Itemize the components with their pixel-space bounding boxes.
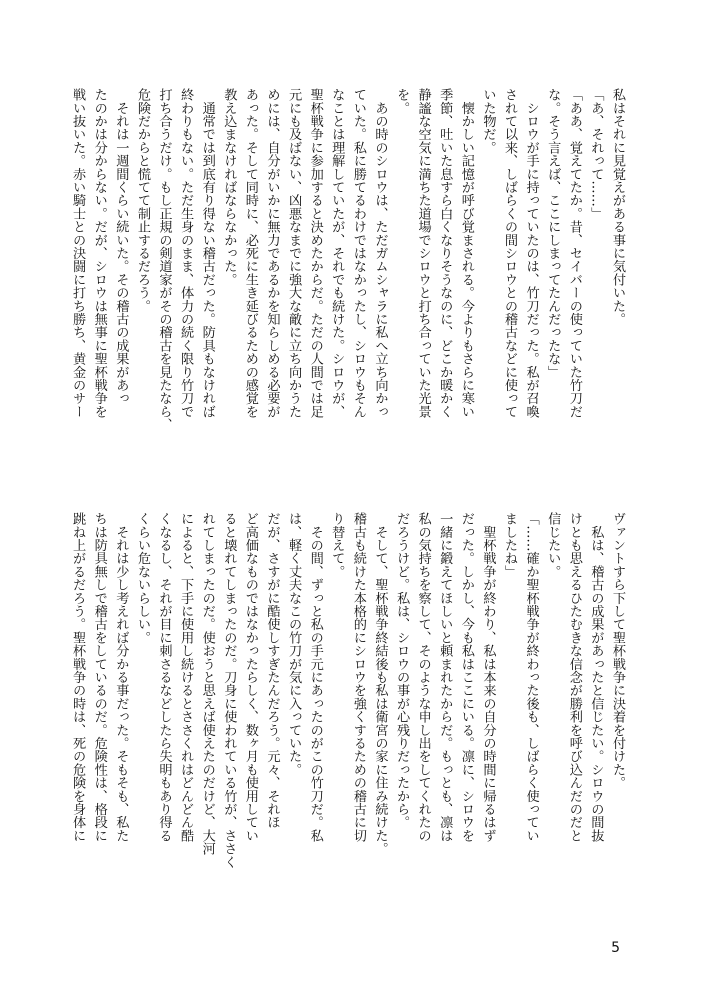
text-line: を。 [394, 88, 410, 115]
text-line: 跳ね上がるだろう。聖杯戦争の時は、死の危険を身体に [70, 512, 86, 842]
text-block-top [70, 88, 628, 508]
page-number: 5 [611, 940, 620, 956]
text-line: 聖杯戦争が終わり、私は本来の自分の時間に帰るはず [480, 512, 496, 842]
text-line: その間、ずっと私の手元にあったのがこの竹刀だ。私 [307, 512, 323, 842]
text-line: だが、さすがに酷使しすぎたんだろう。元々、それほ [264, 512, 280, 829]
text-line: 聖杯戦争に参加すると決めたからだ。ただの人間では足 [307, 88, 323, 418]
text-line: によると、下手に使用し続けるとささくれはどんどん酷 [178, 512, 194, 842]
text-line: は、軽く丈夫なこの竹刀が気に入っていた。 [286, 512, 302, 776]
text-line: たのかは分からない。だが、シロウは無事に聖杯戦争を [91, 88, 107, 418]
text-line: 私はそれに見覚えがある事に気付いた。 [610, 88, 625, 326]
text-block-bottom [70, 512, 628, 932]
text-line: ちは防具無しで稽古をしているのだ。危険性は、格段に [91, 512, 107, 842]
text-line: あった。そして同時に、必死に生き延びるための感覚を [242, 88, 258, 418]
text-line: 稽古も続けた本格的にシロウを強くするための稽古に切 [350, 512, 366, 842]
text-line: れてしまったのだ。使おうと思えば使えたのだけど、大河 [199, 512, 215, 856]
text-line: ヴァントすら下して聖杯戦争に決着を付けた。 [610, 512, 625, 790]
text-line: めには、自分がいかに無力であるかを知らしめる必要が [264, 88, 280, 418]
text-line: 信じたい。 [545, 512, 561, 578]
text-line: されて以来、しばらくの間シロウとの稽古などに使って [502, 88, 518, 418]
text-line: くなるし、それが目に刺さるなどしたら失明もあり得る [156, 512, 172, 842]
text-line: けとも思えるひたむきな信念が勝利を呼び込んだのだと [566, 512, 582, 842]
text-line: 私は、稽古の成果があったと信じたい。シロウの間抜 [588, 512, 604, 842]
text-line: いた物だ。 [480, 88, 496, 154]
text-line: あの時のシロウは、ただガムシャラに私へ立ち向かっ [372, 88, 388, 418]
text-line: 「……確か聖杯戦争が終わった後も、しばらく使ってい [523, 512, 539, 842]
text-line: 元にも及ばない、凶悪なまでに強大な敵に立ち向かうた [286, 88, 302, 418]
text-line: 戦い抜いた。赤い騎士との決闘に打ち勝ち、黄金のサー [70, 88, 86, 418]
text-line: 教え込まなければならなかった。 [221, 88, 237, 286]
text-line: ましたね」 [502, 512, 518, 578]
text-line: 「ああ、覚えてたか。昔、セイバーの使っていた竹刀だ [566, 88, 582, 418]
text-line: シロウが手に持っていたのは、竹刀だった。私が召喚 [523, 88, 539, 418]
text-line: 打ち合うだけ。もし正規の剣道家がその稽古を見たなら、 [156, 88, 172, 432]
text-line: ると壊れてしまったのだ。刀身に使われている竹が、ささく [221, 512, 237, 869]
text-line: 「あ、それって……」 [588, 88, 604, 220]
text-line: 私の気持ちを察して、そのような申し出をしてくれたの [415, 512, 431, 842]
text-line: 静謐な空気に満ちた道場でシロウと打ち合っていた光景 [415, 88, 431, 418]
text-line: な。そう言えば、ここにしまってたんだったな」 [545, 88, 561, 379]
text-line: それは一週間くらい続いた。その稽古の成果があっ [113, 88, 129, 405]
text-line: だろうけど。私は、シロウの事が心残りだったから。 [394, 512, 410, 829]
text-line: だった。しかし、今も私はここにいる。凛に、シロウを [458, 512, 474, 842]
text-line: 一緒に鍛えてほしいと頼まれたからだ。もっとも、凛は [437, 512, 453, 842]
text-line: なことは理解していたが、それでも続けた。シロウが、 [329, 88, 345, 418]
text-line: り替えて。 [329, 512, 345, 578]
text-line: それは少し考えれば分かる事だった。そもそも、私た [113, 512, 129, 842]
text-line: 季節、吐いた息すら白くなりそうなのに、どこか暖かく [437, 88, 453, 418]
text-line: くらい危ないらしい。 [134, 512, 150, 644]
text-line: 危険だからと慌てて制止するだろう。 [134, 88, 150, 313]
text-line: 通常では到底有り得ない稽古だった。防具もなければ [199, 88, 215, 418]
text-line: 懐かしい記憶が呼び覚まされる。今よりもさらに寒い [458, 88, 474, 418]
text-line: 終わりもない。ただ生身のまま、体力の続く限り竹刀で [178, 88, 194, 418]
text-line: そして、聖杯戦争終結後も私は衛宮の家に住み続けた。 [372, 512, 388, 856]
text-line: ていた。私に勝てるわけではなかったし、シロウもそん [350, 88, 366, 418]
text-line: ど高価なものではなかったらしく、数ヶ月も使用してい [242, 512, 258, 842]
